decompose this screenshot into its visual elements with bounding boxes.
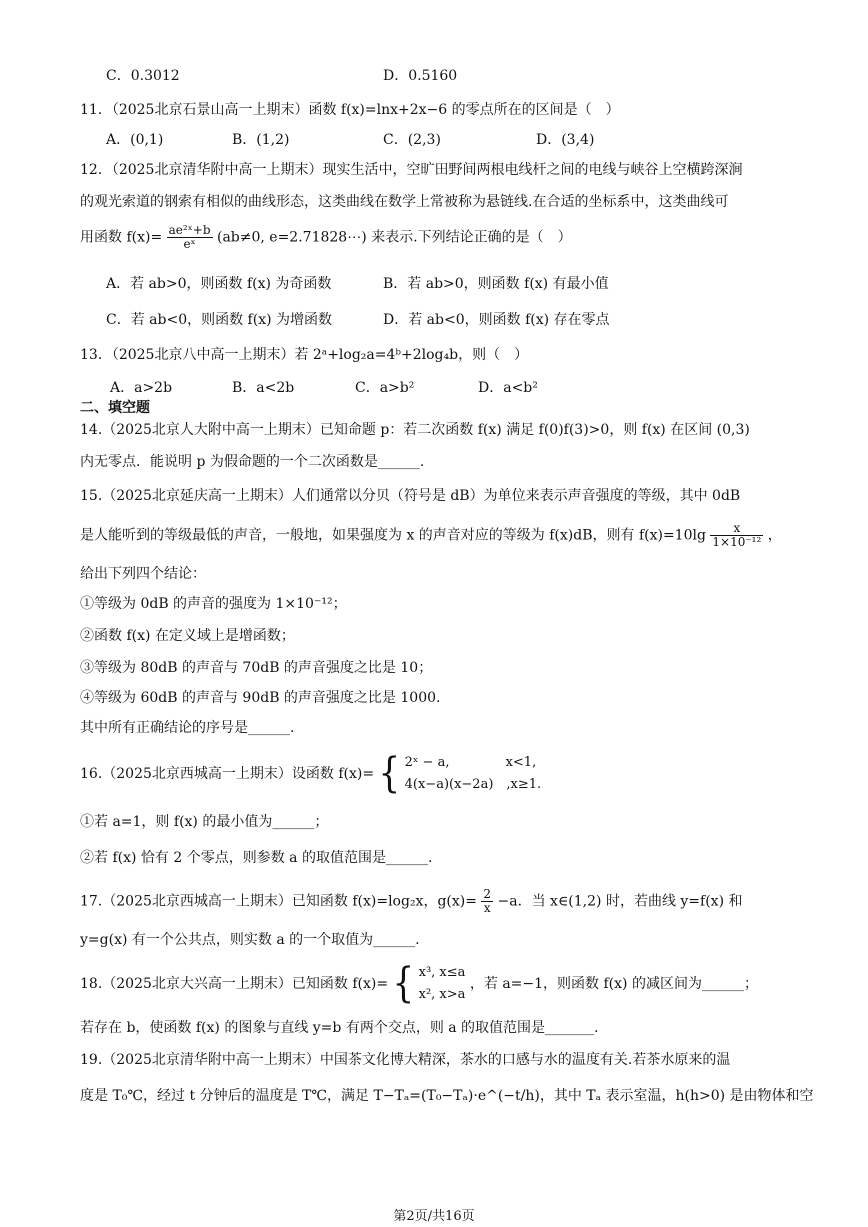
q15-fraction	[710, 522, 763, 549]
q12-stem-line2: 的观光索道的钢索有相似的曲线形态，这类曲线在数学上常被称为悬链线.在合适的坐标系中，这类曲线可	[80, 194, 729, 210]
q12-option-d: D．若 ab<0，则函数 f(x) 存在零点	[383, 312, 610, 328]
q13-option-a: A．a>2b	[110, 380, 173, 396]
q12-option-a: A．若 ab>0，则函数 f(x) 为奇函数	[106, 276, 332, 292]
q15-stem-line2	[80, 522, 782, 549]
q15-stem-line1: 15.（2025北京延庆高一上期末）人们通常以分贝（符号是 dB）为单位来表示声音强度的等级，其中 0dB	[80, 488, 741, 504]
q12-formula-prefix: 用函数 f(x)=	[80, 229, 163, 246]
q15-conclusion-3: ③等级为 80dB 的声音与 70dB 的声音强度之比是 10；	[80, 660, 433, 676]
q18-case-1: x³, x≤a	[418, 965, 466, 980]
q18-formula-prefix: 18.（2025北京大兴高一上期末）已知函数 f(x)=	[80, 976, 389, 992]
q10-option-c: C．0.3012	[106, 68, 180, 84]
q16-case-1: 2ˣ − a, x<1,	[404, 755, 537, 770]
q18-stem	[80, 962, 758, 1012]
q16-case-2: 4(x−a)(x−2a) ,x≥1.	[404, 777, 542, 792]
q10-option-d: D．0.5160	[383, 68, 458, 84]
q17-stem-line1	[80, 888, 742, 915]
q18-cases	[419, 962, 466, 1006]
q13-option-b: B．a<2b	[232, 380, 295, 396]
q16-cases	[405, 752, 542, 796]
q17-formula-prefix: 17.（2025北京西城高一上期末）已知函数 f(x)=log₂x，g(x)=	[80, 893, 477, 910]
section-title-fill-in: 二、填空题	[80, 400, 150, 416]
q12-fraction-numerator: ae²ˣ+b	[168, 223, 211, 237]
q17-fraction	[481, 888, 493, 915]
q14-stem-line2: 内无零点．能说明 p 为假命题的一个二次函数是______.	[80, 454, 425, 470]
q17-stem-line2: y=g(x) 有一个公共点，则实数 a 的一个取值为______.	[80, 932, 420, 948]
q18-brace: {	[392, 960, 415, 1008]
page-number: 第2页/共16页	[393, 1209, 475, 1224]
q12-stem-line1: 12．（2025北京清华附中高一上期末）现实生活中，空旷田野间两根电线杆之间的电线与峡谷上空横跨深涧	[80, 162, 743, 178]
q11-stem: 11．（2025北京石景山高一上期末）函数 f(x)=lnx+2x−6 的零点所在的区间是（ ）	[80, 102, 620, 118]
q16-brace: {	[378, 750, 401, 798]
q18-case-2: x², x>a	[418, 987, 466, 1002]
q12-stem-line3	[80, 224, 572, 251]
q13-option-d: D．a<b²	[478, 380, 538, 396]
q18-stem-line2: 若存在 b，使函数 f(x) 的图象与直线 y=b 有两个交点，则 a 的取值范围是_______.	[80, 1020, 599, 1036]
q15-formula-prefix: 是人能听到的等级最低的声音，一般地，如果强度为 x 的声音对应的等级为 f(x)dB，则有 f(x)=10lg	[80, 527, 706, 544]
q11-option-c: C．(2,3)	[383, 132, 441, 148]
q19-stem-line2: 度是 T₀℃，经过 t 分钟后的温度是 T℃，满足 T−Tₐ=(T₀−Tₐ)·e^(−t/h)，其中 Tₐ 表示室温，h(h>0) 是由物体和空	[80, 1088, 814, 1104]
q15-intro: 给出下列四个结论：	[80, 566, 206, 582]
q15-fraction-numerator: x	[710, 522, 763, 536]
q19-stem-line1: 19.（2025北京清华附中高一上期末）中国茶文化博大精深，茶水的口感与水的温度有关.若茶水原来的温	[80, 1052, 731, 1068]
q13-option-c: C．a>b²	[355, 380, 415, 396]
q18-formula-suffix: ，若 a=−1，则函数 f(x) 的减区间为______；	[469, 976, 758, 992]
q15-conclusion-4: ④等级为 60dB 的声音与 90dB 的声音强度之比是 1000.	[80, 690, 441, 706]
q17-fraction-denominator: x	[483, 901, 491, 915]
q12-option-b: B．若 ab>0，则函数 f(x) 有最小值	[383, 276, 609, 292]
q11-option-a: A．(0,1)	[106, 132, 164, 148]
q17-formula-suffix: −a．当 x∈(1,2) 时，若曲线 y=f(x) 和	[497, 893, 743, 910]
q16-stem	[80, 752, 541, 806]
q15-conclusion-2: ②函数 f(x) 在定义域上是增函数；	[80, 628, 295, 644]
q12-option-c: C．若 ab<0，则函数 f(x) 为增函数	[106, 312, 333, 328]
q12-fraction-denominator: eˣ	[183, 237, 196, 251]
q16-formula-prefix: 16.（2025北京西城高一上期末）设函数 f(x)=	[80, 766, 375, 782]
q14-stem-line1: 14.（2025北京人大附中高一上期末）已知命题 p：若二次函数 f(x) 满足 f(0)f(3)>0，则 f(x) 在区间 (0,3)	[80, 422, 750, 438]
q17-fraction-numerator: 2	[483, 887, 492, 901]
q15-formula-suffix: ，	[767, 527, 782, 544]
q12-formula-suffix: (ab≠0, e=2.71828⋯) 来表示.下列结论正确的是（ ）	[216, 229, 572, 246]
q13-stem: 13．（2025北京八中高一上期末）若 2ᵃ+log₂a=4ᵇ+2log₄b，则（ ）	[80, 347, 529, 363]
q16-part-1: ①若 a=1，则 f(x) 的最小值为______；	[80, 814, 329, 830]
q15-fraction-denominator: 1×10⁻¹²	[712, 535, 762, 549]
q15-question: 其中所有正确结论的序号是______.	[80, 720, 295, 736]
q11-option-d: D．(3,4)	[536, 132, 595, 148]
q15-conclusion-1: ①等级为 0dB 的声音的强度为 1×10⁻¹²；	[80, 596, 347, 612]
q11-option-b: B．(1,2)	[232, 132, 290, 148]
q12-fraction	[167, 224, 213, 251]
q16-part-2: ②若 f(x) 恰有 2 个零点，则参数 a 的取值范围是______.	[80, 850, 433, 866]
